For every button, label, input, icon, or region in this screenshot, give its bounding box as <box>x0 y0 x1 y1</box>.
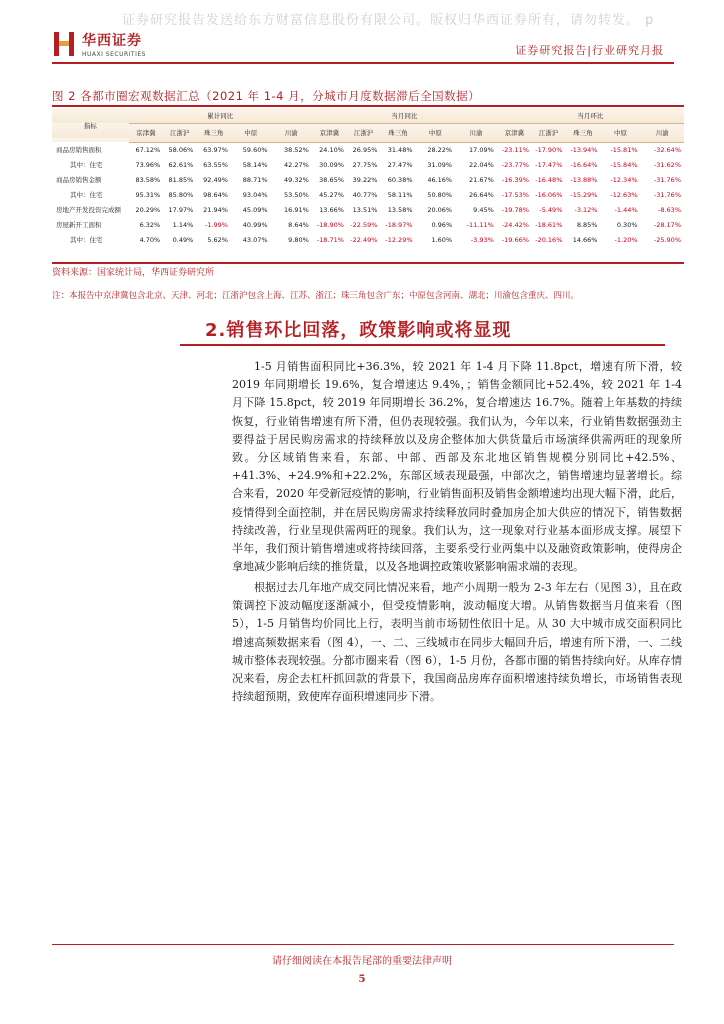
table-row <box>52 187 684 202</box>
table-cell: 30.09% <box>319 160 344 169</box>
table-cell: 45.27% <box>319 190 344 199</box>
table-cell: -24.42% <box>501 220 529 229</box>
row-label: 其中：住宅 <box>70 161 103 169</box>
table-cell: 63.55% <box>203 160 228 169</box>
table-cell: 58.11% <box>387 190 413 199</box>
table-cell: 92.49% <box>203 175 228 184</box>
table-cell: 98.64% <box>203 190 228 199</box>
column-header: 江浙沪 <box>347 123 380 142</box>
watermark-text: 证券研究报告发送给东方财富信息股份有限公司。版权归华西证券所有，请勿转发。 p <box>122 13 655 28</box>
footer-divider <box>52 944 674 945</box>
table-cell: -16.39% <box>501 175 529 184</box>
table-cell: 63.97% <box>203 145 228 154</box>
table-cell: 14.66% <box>572 235 598 244</box>
table-cell: -18.71% <box>316 235 344 244</box>
report-type-label: 证券研究报告|行业研究月报 <box>515 44 664 57</box>
figure-top-rule <box>52 105 684 107</box>
metro-data-table <box>52 108 684 247</box>
table-cell: 83.58% <box>135 175 161 184</box>
table-cell: 27.47% <box>387 160 413 169</box>
group-header-cumulative-yoy: 累计同比 <box>129 108 312 123</box>
table-cell: 9.45% <box>473 205 494 214</box>
table-cell: 58.14% <box>242 160 268 169</box>
table-cell: -13.88% <box>570 175 598 184</box>
group-header-monthly-mom: 当月环比 <box>497 108 684 123</box>
logo-mark-icon <box>52 30 76 58</box>
table-cell: -23.77% <box>501 160 529 169</box>
row-label: 其中：住宅 <box>70 236 103 244</box>
table-cell: 4.70% <box>139 235 161 244</box>
table-cell: -15.84% <box>610 160 638 169</box>
figure-source: 资料来源：国家统计局，华西证券研究所 <box>52 268 215 278</box>
table-cell: 26.95% <box>352 145 378 154</box>
table-cell: -18.97% <box>385 220 413 229</box>
table-cell: -31.76% <box>653 190 681 199</box>
table-cell: 24.10% <box>319 145 344 154</box>
table-cell: 20.06% <box>427 205 453 214</box>
table-row <box>52 217 684 232</box>
group-header-monthly-yoy: 当月同比 <box>312 108 497 123</box>
column-header: 京津冀 <box>497 123 532 142</box>
table-cell: -31.62% <box>653 160 681 169</box>
table-cell: -16.48% <box>535 175 563 184</box>
table-cell: -32.64% <box>653 145 681 154</box>
table-cell: -3.12% <box>574 205 598 214</box>
table-cell: 42.27% <box>284 160 309 169</box>
table-cell: -1.44% <box>614 205 638 214</box>
column-header: 珠三角 <box>565 123 600 142</box>
table-cell: -15.81% <box>610 145 638 154</box>
column-header: 中原 <box>231 123 271 142</box>
table-cell: -11.11% <box>466 220 494 229</box>
table-cell: 1.14% <box>172 220 194 229</box>
table-cell: -18.61% <box>535 220 563 229</box>
table-cell: 73.96% <box>135 160 161 169</box>
table-cell: -8.63% <box>658 205 681 214</box>
column-header: 京津冀 <box>312 123 347 142</box>
table-cell: 40.99% <box>242 220 268 229</box>
page-number: 5 <box>358 974 366 985</box>
table-cell: 22.04% <box>469 160 494 169</box>
table-cell: -19.78% <box>501 205 529 214</box>
column-header: 珠三角 <box>196 123 231 142</box>
table-cell: 17.09% <box>469 145 494 154</box>
table-cell: 46.16% <box>427 175 453 184</box>
figure-title: 图 2 各都市圈宏观数据汇总（2021 年 1-4 月，分城市月度数据滞后全国数据） <box>52 89 481 103</box>
table-cell: -22.59% <box>350 220 378 229</box>
column-header: 中原 <box>600 123 640 142</box>
column-header: 江浙沪 <box>163 123 196 142</box>
column-header: 川渝 <box>641 123 684 142</box>
table-cell: 21.67% <box>469 175 494 184</box>
table-row <box>52 202 684 217</box>
table-row <box>52 142 684 157</box>
table-cell: 62.61% <box>168 160 194 169</box>
table-cell: 31.09% <box>427 160 453 169</box>
table-cell: 1.60% <box>431 235 453 244</box>
table-cell: -12.34% <box>610 175 638 184</box>
body-paragraph: 1-5 月销售面积同比+36.3%，较 2021 年 1-4 月下降 11.8pct，增速有所下滑，较 2019 年同期增长 19.6%，复合增速达 9.4%，；销售金额同比+52.4%，较 2021 年 1-4 月下降 15.8pct，较 2019 年同期增长 36.2%，复合增速达 16.7%。随着上年基数的持续恢复，行业销售增速有所下滑，但仍表现较强。我们认为，今年以来，行业销售数据强劲主要得益于居民购房需求的持续释放以及房企整体加大供货量后市场演绎供需两旺的现象所致。分区域销售来看，东部、中部、西部及东北地区销售规模分别同比+42.5%、+41.3%、+24.9%和+22.2%，东部区域表现最强，中部次之，销售增速均显著增长。综合来看，2020 年受新冠疫情的影响，行业销售面积及销售金额增速均出现大幅下滑，此后，疫情得到全面控制，并在居民购房需求持续释放同时叠加房企加大供应的情况下，销售数据持续改善，行业呈现供需两旺的现象。我们认为，这一现象对行业基本面形成支撑。展望下半年，我们预计销售增速或将持续回落，主要系受行业两集中以及融资政策影响，使得房企拿地减少影响后续的推货量，以及各地调控政策收紧影响需求端的表现。 <box>232 360 682 574</box>
table-cell: -3.93% <box>470 235 494 244</box>
table-cell: -20.16% <box>535 235 563 244</box>
table-cell: -31.76% <box>653 175 681 184</box>
table-cell: -13.94% <box>570 145 598 154</box>
table-cell: 60.38% <box>387 175 413 184</box>
body-paragraph: 根据过去几年地产成交同比情况来看，地产小周期一般为 2-3 年左右（见图 3），且在政策调控下波动幅度逐渐减小，但受疫情影响，波动幅度大增。从销售数据当月值来看（图 5），1-5 月销售均价同比上行，表明当前市场韧性依旧十足。从 30 大中城市成交面积同比增速高频数据来看（图 4），一、二、三线城市在同步大幅回升后，增速有所下滑，一、二线城市整体表现较强。分都市圈来看（图 6），1-5 月份，各都市圈的销售持续向好。从库存情况来看，房企去杠杆抓回款的背景下，我国商品房库存面积增速持续负增长，市场销售表现持续超预期，致使库存面积增速同步下滑。 <box>232 581 682 704</box>
table-cell: -5.49% <box>539 205 563 214</box>
logo-name-cn: 华西证券 <box>82 33 142 49</box>
table-cell: -1.99% <box>204 220 228 229</box>
table-cell: -18.90% <box>316 220 344 229</box>
header-divider <box>52 62 674 64</box>
legal-disclaimer-notice: 请仔细阅读在本报告尾部的重要法律声明 <box>272 956 452 967</box>
table-cell: -17.90% <box>535 145 563 154</box>
table-cell: 6.32% <box>139 220 161 229</box>
column-header: 京津冀 <box>129 123 164 142</box>
table-cell: 58.06% <box>168 145 194 154</box>
table-cell: -16.64% <box>570 160 598 169</box>
table-cell: 38.65% <box>319 175 344 184</box>
row-label: 其中：住宅 <box>70 191 103 199</box>
table-cell: 28.22% <box>427 145 453 154</box>
table-cell: 9.80% <box>288 235 309 244</box>
column-header: 江浙沪 <box>532 123 565 142</box>
table-cell: 95.31% <box>135 190 161 199</box>
table-cell: -22.49% <box>350 235 378 244</box>
table-cell: -28.17% <box>653 220 681 229</box>
table-cell: 0.96% <box>431 220 453 229</box>
column-header: 川渝 <box>271 123 312 142</box>
column-header: 珠三角 <box>380 123 415 142</box>
table-cell: -12.29% <box>385 235 413 244</box>
row-label: 房地产开发投资完成额 <box>56 206 121 214</box>
table-row <box>52 232 684 247</box>
column-header: 川渝 <box>455 123 497 142</box>
table-cell: 17.97% <box>168 205 194 214</box>
section-divider <box>180 344 665 346</box>
table-cell: 38.52% <box>284 145 309 154</box>
row-label: 商品房销售面积 <box>56 146 102 154</box>
table-cell: -15.29% <box>570 190 598 199</box>
table-cell: 13.66% <box>319 205 344 214</box>
table-cell: 8.85% <box>576 220 598 229</box>
table-cell: 21.94% <box>203 205 228 214</box>
company-logo <box>52 30 146 58</box>
table-cell: 88.71% <box>242 175 268 184</box>
table-cell: -23.11% <box>501 145 529 154</box>
table-cell: 53.50% <box>284 190 309 199</box>
figure-note: 注：本报告中京津冀包含北京、天津、河北；江浙沪包含上海、江苏、浙江；珠三角包含广东；中原包含河南、湖北；川渝包含重庆、四川。 <box>52 291 580 301</box>
table-cell: 16.91% <box>284 205 309 214</box>
table-cell: -1.20% <box>614 235 638 244</box>
table-cell: 0.49% <box>172 235 194 244</box>
table-cell: 45.09% <box>242 205 268 214</box>
table-cell: 13.58% <box>387 205 413 214</box>
table-cell: 13.51% <box>352 205 378 214</box>
table-cell: 43.07% <box>242 235 268 244</box>
indicator-header: 指标 <box>83 121 97 130</box>
table-cell: 81.85% <box>168 175 194 184</box>
table-cell: -16.06% <box>535 190 563 199</box>
table-cell: -25.90% <box>653 235 681 244</box>
table-cell: -12.63% <box>610 190 638 199</box>
table-cell: 31.48% <box>387 145 413 154</box>
table-cell: -17.53% <box>501 190 529 199</box>
table-cell: 26.64% <box>469 190 494 199</box>
table-cell: 40.77% <box>352 190 378 199</box>
figure-bottom-rule <box>52 262 684 264</box>
table-cell: 85.80% <box>168 190 194 199</box>
table-cell: 5.62% <box>207 235 228 244</box>
logo-name-en: HUAXI SECURITIES <box>82 51 146 58</box>
section-title: 2.销售环比回落，政策影响或将显现 <box>205 320 512 341</box>
column-header: 中原 <box>416 123 456 142</box>
table-cell: 8.64% <box>288 220 309 229</box>
table-cell: 27.75% <box>352 160 378 169</box>
table-row <box>52 172 684 187</box>
table-cell: 93.04% <box>242 190 268 199</box>
table-cell: 50.80% <box>427 190 453 199</box>
table-cell: 49.32% <box>284 175 309 184</box>
table-cell: 67.12% <box>135 145 161 154</box>
row-label: 商品房销售金额 <box>56 176 102 184</box>
table-cell: -19.66% <box>501 235 529 244</box>
table-cell: 39.22% <box>352 175 378 184</box>
table-cell: 59.60% <box>242 145 268 154</box>
table-cell: -17.47% <box>535 160 563 169</box>
table-row <box>52 157 684 172</box>
table-cell: 20.29% <box>135 205 161 214</box>
row-label: 房屋新开工面积 <box>56 221 102 229</box>
table-cell: 0.30% <box>616 220 638 229</box>
